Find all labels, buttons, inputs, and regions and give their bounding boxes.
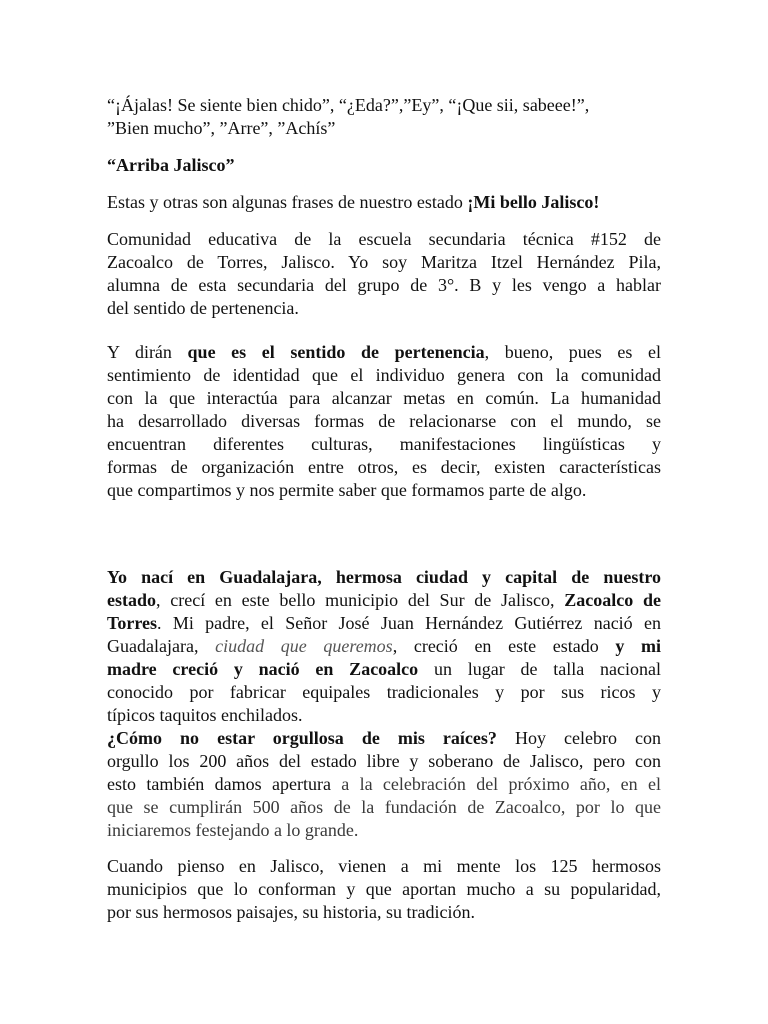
intro-bold: ¡Mi bello Jalisco!: [467, 192, 600, 212]
para3-l2b: , crecí en este bello municipio del Sur de Jalisco,: [156, 590, 565, 610]
paragraph-2: [107, 341, 661, 502]
para4-line-2: municipios que lo conforman y que aportan mucho a su popularidad,: [107, 879, 661, 899]
intro-text: Estas y otras son algunas frases de nuestro estado: [107, 192, 468, 212]
para3-l10b: a la celebración del próximo año, en el: [341, 774, 661, 794]
para3-l4c: , creció en este estado: [392, 636, 616, 656]
para3-line-9: orgullo los 200 años del estado libre y soberano de Jalisco, pero con: [107, 751, 661, 771]
para3-l4a: Guadalajara,: [107, 636, 216, 656]
para2-l1b: que es el sentido de pertenencia: [187, 342, 485, 362]
para3-l10a: esto también damos apertura: [107, 774, 342, 794]
para3-line-11: que se cumplirán 500 años de la fundación de Zacoalco, por lo que: [107, 797, 661, 817]
para1-line-2: Zacoalco de Torres, Jalisco. Yo soy Maritza Itzel Hernández Pila,: [107, 252, 661, 272]
quote-line-1: “¡Ájalas! Se siente bien chido”, “¿Eda?”,”Ey”, “¡Que sii, sabeee!”,: [107, 95, 590, 115]
para1-line-3: alumna de esta secundaria del grupo de 3°. B y les vengo a hablar: [107, 275, 661, 295]
para3-l1: Yo nací en Guadalajara, hermosa ciudad y capital de nuestro: [107, 567, 661, 587]
para2-line-4: ha desarrollado diversas formas de relacionarse con el mundo, se: [107, 411, 661, 431]
para2-line-2: sentimiento de identidad que el individuo genera con la comunidad: [107, 365, 661, 385]
para3-line-12: iniciaremos festejando a lo grande.: [107, 820, 359, 840]
para2-line-5: encuentran diferentes culturas, manifestaciones lingüísticas y: [107, 434, 661, 454]
para2-l1c: , bueno, pues es el: [484, 342, 662, 362]
para3-line-8: [107, 727, 661, 750]
para1-line-1: Comunidad educativa de la escuela secundaria técnica #152 de: [107, 229, 661, 249]
heading-block: [107, 154, 661, 177]
para3-l5b: un lugar de talla nacional: [418, 659, 661, 679]
para3-line-4: [107, 635, 661, 658]
quote-line-2: ”Bien mucho”, ”Arre”, ”Achís”: [107, 118, 336, 138]
para3-line-7: típicos taquitos enchilados.: [107, 705, 303, 725]
intro-line: [107, 191, 661, 214]
para3-l2a: estado: [107, 590, 156, 610]
para3-line-3: [107, 612, 661, 635]
para3-l8a: ¿Cómo no estar orgullosa de mis raíces?: [107, 728, 497, 748]
para3-line-2: [107, 589, 661, 612]
para2-l1a: Y dirán: [107, 342, 188, 362]
para4-line-1: Cuando pienso en Jalisco, vienen a mi mente los 125 hermosos: [107, 856, 661, 876]
paragraph-1: [107, 228, 661, 320]
para3-line-10: [107, 773, 661, 796]
para4-line-3: por sus hermosos paisajes, su historia, su tradición.: [107, 902, 475, 922]
para3-l8b: Hoy celebro con: [496, 728, 662, 748]
para3-l2c: Zacoalco de: [564, 590, 661, 610]
intro-block: [107, 191, 661, 214]
para2-line-1: [107, 341, 661, 364]
paragraph-4: [107, 855, 661, 924]
section-heading: [107, 154, 661, 177]
para2-line-6: formas de organización entre otros, es decir, existen características: [107, 457, 661, 477]
quote-block: [107, 94, 661, 140]
heading-text: “Arriba Jalisco”: [107, 155, 235, 175]
paragraph-3: [107, 566, 661, 842]
para3-l3b: . Mi padre, el Señor José Juan Hernández Gutiérrez nació en: [157, 613, 661, 633]
para3-l4b: ciudad que queremos: [215, 636, 393, 656]
para3-line-5: [107, 658, 661, 681]
para1-line-4: del sentido de pertenencia.: [107, 298, 299, 318]
para3-l5a: madre creció y nació en Zacoalco: [107, 659, 419, 679]
para2-line-7: que compartimos y nos permite saber que formamos parte de algo.: [107, 480, 587, 500]
para2-line-3: con la que interactúa para alcanzar metas en común. La humanidad: [107, 388, 661, 408]
para3-l4d: y mi: [615, 636, 661, 656]
para3-line-6: conocido por fabricar equipales tradicionales y por sus ricos y: [107, 682, 661, 702]
para3-line-1: [107, 566, 661, 589]
para3-l3a: Torres: [107, 613, 158, 633]
